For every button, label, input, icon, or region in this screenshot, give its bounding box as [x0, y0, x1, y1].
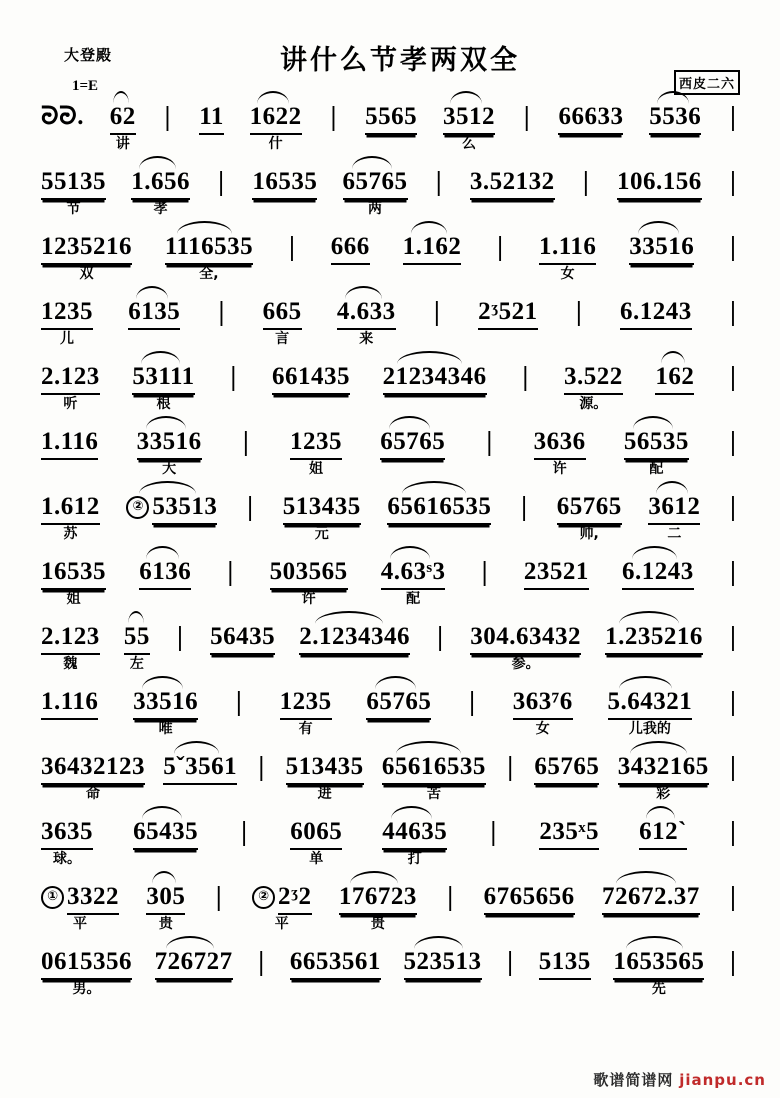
note-group — [381, 752, 486, 802]
note-group — [649, 102, 701, 135]
note-group — [164, 232, 254, 282]
note-group — [602, 882, 700, 915]
score-line — [36, 687, 744, 752]
barline: | — [730, 361, 736, 391]
score-line — [36, 492, 744, 557]
jianpu-notes: 6.1243 — [620, 297, 692, 330]
lyric-text: 平 — [274, 916, 289, 932]
note-group — [282, 492, 361, 542]
lyric-text: 言 — [275, 331, 290, 347]
style-badge: 西皮二六 — [674, 70, 740, 95]
jianpu-notes: 666 — [331, 232, 370, 265]
note-group — [269, 557, 348, 607]
note-group — [290, 947, 381, 980]
note-group — [272, 362, 350, 395]
lyric-text: 先 — [651, 981, 666, 997]
note-group — [336, 297, 396, 347]
note-group — [470, 167, 555, 200]
note-group — [607, 687, 693, 737]
lyric-text: 么 — [461, 136, 476, 152]
jianpu-notes: 176723 — [339, 882, 417, 915]
note-group — [484, 882, 575, 915]
note-group — [617, 752, 709, 802]
note-group — [249, 102, 302, 152]
jianpu-notes: 305 — [146, 882, 185, 915]
note-group — [146, 882, 186, 932]
barline: | — [227, 556, 234, 586]
note-group — [109, 102, 136, 152]
jianpu-notes: 6765656 — [484, 882, 575, 915]
jianpu-notes: 513435 — [283, 492, 361, 525]
note-group — [533, 427, 586, 477]
opera-name: 大登殿 — [64, 46, 113, 64]
lyric-text: 孝 — [153, 201, 168, 217]
note-group — [41, 362, 100, 412]
music-score — [36, 96, 744, 1012]
jianpu-notes: 16535 — [41, 557, 106, 590]
page-header — [0, 0, 780, 96]
note-group — [252, 882, 312, 932]
note-group — [342, 167, 408, 217]
note-group — [131, 167, 190, 217]
barline: | — [507, 751, 514, 781]
jianpu-notes: 1.116 — [41, 687, 98, 720]
barline: | — [730, 881, 736, 911]
lyric-text: 元 — [314, 526, 329, 542]
barline: | — [730, 816, 736, 846]
note-group — [478, 297, 538, 330]
note-group — [163, 752, 237, 785]
barline: | — [435, 166, 442, 196]
lyric-text: 源。 — [579, 396, 608, 412]
barline: | — [497, 231, 504, 261]
lyric-text: 贵 — [370, 916, 385, 932]
jianpu-notes: 3512 — [443, 102, 495, 135]
site-watermark — [593, 1069, 766, 1090]
jianpu-notes: 1235 — [290, 427, 342, 460]
jianpu-notes: 36432123 — [41, 752, 145, 785]
note-group — [136, 427, 202, 477]
note-group — [538, 232, 597, 282]
jianpu-notes: 3612 — [648, 492, 700, 525]
site-url: jianpu.cn — [679, 1071, 766, 1089]
jianpu-notes: 5565 — [365, 102, 417, 135]
note-group — [534, 752, 599, 785]
jianpu-notes: 726727 — [155, 947, 233, 980]
barline: | — [230, 361, 237, 391]
lyric-text: 苦 — [426, 786, 441, 802]
section-marker: ② — [126, 496, 149, 519]
jianpu-notes: 1.612 — [41, 492, 100, 525]
barline: | — [730, 621, 736, 651]
note-group — [133, 817, 198, 850]
jianpu-notes: 513435 — [286, 752, 364, 785]
jianpu-notes: 612` — [639, 817, 687, 850]
jianpu-notes: 3635 — [41, 817, 93, 850]
jianpu-notes: 56435 — [210, 622, 275, 655]
lyric-text: 球。 — [53, 851, 81, 867]
note-group — [41, 752, 145, 802]
note-group — [41, 947, 132, 997]
note-group — [442, 102, 495, 152]
jianpu-notes: 33516 — [133, 687, 198, 720]
barline: | — [730, 946, 736, 976]
jianpu-notes: 235ˣ5 — [539, 817, 599, 850]
lyric-text: 男。 — [72, 981, 101, 997]
jianpu-notes: 65765 — [557, 492, 622, 525]
section-marker: ② — [252, 886, 275, 909]
barline: | — [437, 621, 444, 651]
note-group — [41, 297, 93, 347]
jianpu-notes: 62 — [110, 102, 136, 135]
lyric-text: 左 — [129, 656, 144, 672]
jianpu-notes: 16535 — [252, 167, 317, 200]
lyric-text: 儿 — [60, 331, 74, 347]
note-group — [380, 427, 445, 460]
jianpu-notes: 53111 — [132, 362, 194, 395]
note-group — [404, 947, 482, 980]
lyric-text: 来 — [359, 331, 374, 347]
section-marker: ① — [41, 886, 64, 909]
jianpu-notes: 3432165 — [618, 752, 709, 785]
jianpu-notes: 3636 — [534, 427, 586, 460]
note-group — [655, 362, 694, 395]
note-group — [623, 427, 689, 477]
barline: | — [241, 816, 248, 846]
barline: | — [729, 556, 736, 586]
jianpu-notes: 1653565 — [613, 947, 704, 980]
jianpu-notes: 1235216 — [41, 232, 132, 265]
lyric-text: 配 — [649, 461, 664, 477]
note-group — [365, 102, 417, 135]
note-group — [41, 102, 84, 132]
jianpu-notes: 53513 — [152, 492, 217, 525]
barline: | — [523, 101, 530, 131]
barline: | — [247, 491, 254, 521]
lyric-text: 二 — [667, 526, 682, 542]
jianpu-notes: 65765 — [534, 752, 599, 785]
jianpu-notes: 3.522 — [564, 362, 623, 395]
barline: | — [288, 231, 295, 261]
lyric-text: 女 — [535, 721, 550, 737]
jianpu-notes: 106.156 — [617, 167, 702, 200]
jianpu-notes: 2.123 — [41, 362, 100, 395]
note-group — [539, 947, 591, 980]
jianpu-notes: 5135 — [539, 947, 591, 980]
note-group — [617, 167, 702, 200]
lyric-text: 有 — [298, 721, 313, 737]
jianpu-notes: 6065 — [290, 817, 342, 850]
lyric-text: 进 — [317, 786, 332, 802]
jianpu-notes: 3322 — [67, 882, 119, 915]
barline: | — [164, 101, 171, 131]
barline: | — [575, 296, 582, 326]
jianpu-notes: ᘒᘒ. — [41, 103, 84, 130]
lyric-text: 打 — [407, 851, 422, 867]
page-title: 讲什么节孝两双全 — [280, 45, 520, 76]
lyric-text: 许 — [301, 591, 316, 607]
lyric-text: 姐 — [66, 591, 81, 607]
jianpu-notes: 3.52132 — [470, 167, 555, 200]
barline: | — [242, 426, 249, 456]
jianpu-notes: 503565 — [270, 557, 348, 590]
barline: | — [433, 296, 440, 326]
lyric-text: 全, — [199, 266, 219, 282]
note-group — [126, 492, 217, 525]
note-group — [279, 687, 332, 737]
lyric-text: 大 — [162, 461, 177, 477]
barline: | — [218, 296, 225, 326]
note-group — [380, 557, 446, 607]
note-group — [128, 297, 180, 330]
lyric-text: 平 — [73, 916, 87, 932]
score-line — [36, 362, 744, 427]
note-group — [383, 362, 487, 395]
jianpu-notes: 1.116 — [539, 232, 596, 265]
barline: | — [521, 491, 528, 521]
note-group — [41, 817, 93, 867]
key-signature: 1=E — [72, 78, 99, 94]
note-group — [41, 882, 119, 932]
jianpu-notes: 6.1243 — [622, 557, 694, 590]
lyric-text: 什 — [268, 136, 283, 152]
jianpu-notes: 6653561 — [290, 947, 381, 980]
jianpu-notes: 65765 — [366, 687, 431, 720]
note-group — [262, 297, 302, 347]
barline: | — [258, 946, 265, 976]
barline: | — [730, 426, 736, 456]
barline: | — [218, 166, 225, 196]
score-line — [36, 167, 744, 232]
jianpu-notes: 1235 — [280, 687, 332, 720]
note-group — [199, 102, 224, 135]
jianpu-notes: 65765 — [343, 167, 408, 200]
note-group — [613, 947, 705, 997]
note-group — [331, 232, 370, 265]
barline: | — [730, 491, 736, 521]
jianpu-notes: 1.116 — [41, 427, 98, 460]
note-group — [285, 752, 364, 802]
score-line — [36, 102, 744, 167]
jianpu-notes: 661435 — [272, 362, 350, 395]
note-group — [639, 817, 687, 850]
note-group — [210, 622, 275, 655]
jianpu-notes: 66633 — [558, 102, 623, 135]
jianpu-notes: 363⁷6 — [513, 687, 573, 720]
note-group — [512, 687, 573, 737]
jianpu-notes: 1116535 — [165, 232, 253, 265]
note-group — [366, 687, 431, 720]
barline: | — [729, 751, 736, 781]
lyric-text: 参。 — [511, 656, 540, 672]
barline: | — [235, 686, 242, 716]
barline: | — [730, 686, 736, 716]
jianpu-notes: 4.63ˢ3 — [381, 557, 446, 590]
lyric-text: 贵 — [158, 916, 173, 932]
jianpu-notes: 162 — [655, 362, 694, 395]
jianpu-notes: 65616535 — [382, 752, 486, 785]
note-group — [41, 622, 100, 672]
jianpu-notes: 2ᶾ2 — [278, 882, 312, 915]
barline: | — [730, 101, 736, 131]
lyric-text: 命 — [86, 786, 100, 802]
lyric-text: 彩 — [656, 786, 671, 802]
note-group — [563, 362, 623, 412]
score-line — [36, 947, 744, 1012]
jianpu-notes: 65765 — [380, 427, 445, 460]
jianpu-notes: 23521 — [524, 557, 589, 590]
jianpu-notes: 4.633 — [337, 297, 396, 330]
note-group — [622, 557, 694, 590]
note-group — [539, 817, 599, 850]
barline: | — [522, 361, 529, 391]
note-group — [648, 492, 701, 542]
note-group — [41, 232, 132, 282]
lyric-text: 唯 — [158, 721, 173, 737]
note-group — [620, 297, 692, 330]
note-group — [403, 232, 462, 265]
jianpu-notes: 2ᶾ521 — [478, 297, 538, 330]
jianpu-notes: 0615356 — [41, 947, 132, 980]
barline: | — [330, 101, 337, 131]
lyric-text: 听 — [63, 396, 78, 412]
score-line — [36, 752, 744, 817]
jianpu-notes: 5ˇ3561 — [163, 752, 237, 785]
lyric-text: 双 — [79, 266, 94, 282]
jianpu-notes: 1.162 — [403, 232, 462, 265]
lyric-text: 配 — [406, 591, 421, 607]
jianpu-notes: 65616535 — [387, 492, 491, 525]
note-group — [41, 167, 106, 217]
barline: | — [730, 231, 736, 261]
jianpu-notes: 2.123 — [41, 622, 100, 655]
note-group — [41, 687, 98, 720]
jianpu-notes: 6135 — [128, 297, 180, 330]
barline: | — [177, 621, 183, 651]
jianpu-notes: 6136 — [139, 557, 191, 590]
barline: | — [507, 946, 514, 976]
jianpu-notes: 1.235216 — [605, 622, 703, 655]
jianpu-notes: 55 — [124, 622, 150, 655]
barline: | — [729, 296, 736, 326]
jianpu-notes: 1622 — [250, 102, 302, 135]
jianpu-notes: 5536 — [649, 102, 701, 135]
lyric-text: 根 — [156, 396, 171, 412]
lyric-text: 两 — [368, 201, 383, 217]
jianpu-notes: 2.1234346 — [299, 622, 410, 655]
jianpu-notes: 1.656 — [131, 167, 190, 200]
barline: | — [469, 686, 476, 716]
barline: | — [486, 426, 493, 456]
lyric-text: 帅, — [579, 526, 599, 542]
jianpu-notes: 665 — [263, 297, 302, 330]
note-group — [382, 817, 448, 867]
jianpu-notes: 304.63432 — [470, 622, 581, 655]
note-group — [133, 687, 199, 737]
note-group — [299, 622, 410, 655]
barline: | — [490, 816, 497, 846]
note-group — [470, 622, 581, 672]
note-group — [41, 492, 100, 542]
score-line — [36, 297, 744, 362]
jianpu-notes: 1235 — [41, 297, 93, 330]
score-line — [36, 427, 744, 492]
lyric-text: 许 — [552, 461, 567, 477]
jianpu-notes: 21234346 — [383, 362, 487, 395]
note-group — [41, 557, 106, 607]
barline: | — [215, 881, 222, 911]
note-group — [123, 622, 150, 672]
jianpu-notes: 72672.37 — [602, 882, 700, 915]
jianpu-notes: 33516 — [137, 427, 202, 460]
note-group — [558, 102, 623, 135]
lyric-text: 女 — [560, 266, 575, 282]
barline: | — [258, 751, 265, 781]
barline: | — [447, 881, 454, 911]
jianpu-notes: 523513 — [404, 947, 482, 980]
jianpu-notes: 65435 — [133, 817, 198, 850]
lyric-text: 姐 — [308, 461, 323, 477]
lyric-text: 讲 — [115, 136, 130, 152]
jianpu-notes: 11 — [199, 102, 224, 135]
note-group — [556, 492, 622, 542]
note-group — [139, 557, 191, 590]
lyric-text: 魏 — [63, 656, 78, 672]
jianpu-notes: 55135 — [41, 167, 106, 200]
barline: | — [582, 166, 589, 196]
note-group — [290, 817, 343, 867]
lyric-text: 节 — [66, 201, 81, 217]
note-group — [605, 622, 703, 655]
note-group — [132, 362, 195, 412]
barline: | — [481, 556, 488, 586]
lyric-text: 儿我的 — [628, 721, 671, 737]
note-group — [338, 882, 417, 932]
jianpu-notes: 5.64321 — [608, 687, 693, 720]
jianpu-notes: 44635 — [382, 817, 447, 850]
note-group — [252, 167, 317, 200]
jianpu-notes: 56535 — [624, 427, 689, 460]
note-group — [155, 947, 233, 980]
site-name: 歌谱简谱网 — [593, 1071, 674, 1089]
note-group — [524, 557, 589, 590]
lyric-text: 苏 — [63, 526, 78, 542]
note-group — [629, 232, 694, 265]
lyric-text: 单 — [309, 851, 324, 867]
barline: | — [729, 166, 736, 196]
note-group — [289, 427, 342, 477]
note-group — [387, 492, 491, 525]
jianpu-notes: 33516 — [629, 232, 694, 265]
note-group — [41, 427, 98, 460]
